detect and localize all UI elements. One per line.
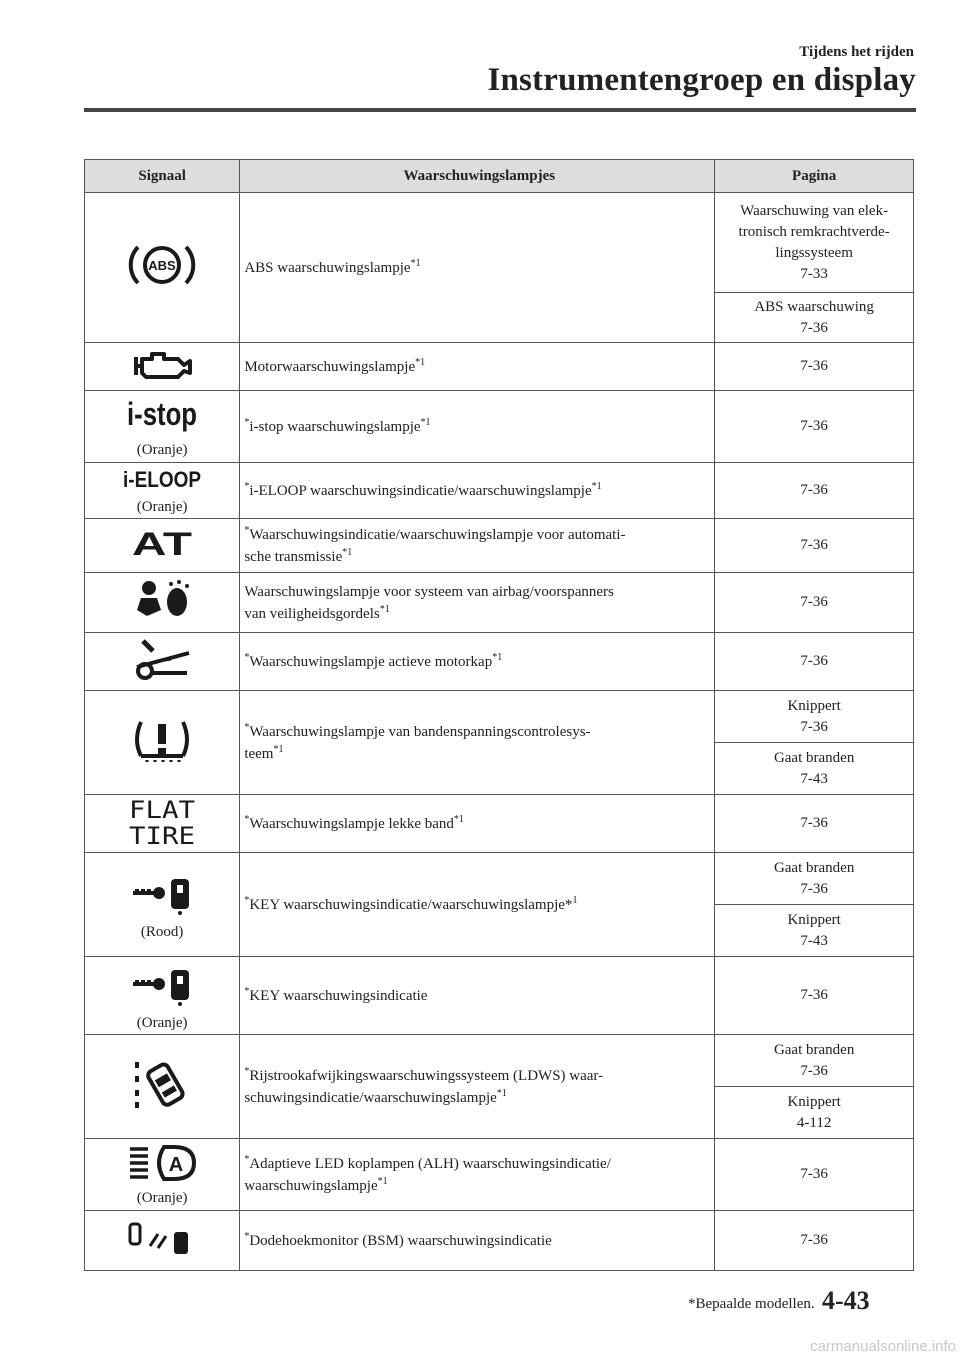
table-row: [85, 1139, 914, 1211]
page-reference-number: 7-36: [800, 987, 828, 1003]
signal-cell: [85, 193, 240, 343]
column-header-signal: Signaal: [85, 160, 240, 193]
key-indicator-icon: [85, 960, 239, 1013]
page-reference-cell: [715, 193, 914, 293]
page-reference-label: Gaat branden: [773, 749, 855, 766]
warning-light-description: [240, 691, 715, 795]
i-stop-icon: [85, 395, 239, 440]
page-reference-cell: [715, 905, 914, 957]
table-row: [85, 463, 914, 519]
page-reference-number: 7-36: [800, 358, 828, 374]
page-reference-cell: [715, 343, 914, 391]
table-row: [85, 633, 914, 691]
warning-light-description: [240, 633, 715, 691]
page-reference-number: 7-36: [800, 653, 828, 669]
model-asterisk: *: [244, 480, 250, 492]
footnote: *Bepaalde modellen.: [688, 1296, 815, 1312]
page-reference-label: Gaat branden: [773, 1041, 855, 1058]
warning-light-description: [240, 853, 715, 957]
description-text: i-stop waarschuwingslampje: [249, 418, 421, 435]
footnote-ref: *1: [496, 1087, 507, 1099]
abs-warning-icon: [85, 239, 239, 296]
active-bonnet-icon: [85, 637, 239, 686]
footnote-ref: *1: [273, 743, 284, 755]
page-reference-cell: [715, 691, 914, 743]
bsm-icon: [85, 1220, 239, 1261]
footnote-ref: *1: [379, 603, 390, 615]
footnote-ref: *1: [342, 546, 353, 558]
ldws-icon: [85, 1056, 239, 1117]
page-reference-number: 7-36: [800, 1062, 828, 1079]
column-header-page: Pagina: [715, 160, 914, 193]
description-text: Motorwaarschuwingslampje: [244, 358, 416, 375]
table-row: [85, 391, 914, 463]
table-row: [85, 691, 914, 743]
engine-warning-icon: [85, 347, 239, 386]
page-reference-label: Waarschuwing van elek- tronisch remkrachtverde- lingssysteem: [738, 202, 890, 261]
svg-text:i-stop: i-stop: [127, 395, 198, 432]
warning-light-description: [240, 795, 715, 853]
description-text: Waarschuwingslampje actieve motorkap: [249, 653, 493, 670]
page-reference-cell: [715, 519, 914, 573]
signal-cell: [85, 573, 240, 633]
footnote-ref: *1: [492, 651, 503, 663]
signal-cell: [85, 957, 240, 1035]
page-reference-number: 7-36: [800, 718, 828, 735]
description-text: ABS waarschuwingslampje: [244, 259, 411, 276]
footnote-ref: *1: [453, 813, 464, 825]
page-reference-cell: [715, 391, 914, 463]
page-reference-number: 7-36: [800, 880, 828, 897]
model-asterisk: *: [244, 985, 250, 997]
footnote-ref: *1: [377, 1175, 388, 1187]
signal-cell: [85, 1139, 240, 1211]
warning-light-description: [240, 519, 715, 573]
signal-cell: [85, 691, 240, 795]
footnote-ref: 1: [572, 894, 578, 906]
description-text: Adaptieve LED koplampen (ALH) waarschuwingsindicatie/ waarschuwingslampje: [244, 1155, 611, 1194]
page-reference-cell: [715, 1035, 914, 1087]
model-asterisk: *: [244, 1230, 250, 1242]
model-asterisk: *: [244, 813, 250, 825]
page-number: 4-43: [822, 1286, 870, 1315]
model-asterisk: *: [244, 1153, 250, 1165]
svg-text:TIRE: TIRE: [129, 822, 196, 850]
model-asterisk: *: [244, 416, 250, 428]
table-row: [85, 573, 914, 633]
page-reference-cell: [715, 1087, 914, 1139]
page-reference-label: Gaat branden: [773, 859, 855, 876]
table-row: [85, 1211, 914, 1271]
page-title: Instrumentengroep en display: [487, 62, 916, 98]
table-row: [85, 853, 914, 905]
svg-text:ABS: ABS: [148, 258, 176, 273]
tpms-icon: [85, 716, 239, 769]
page-reference-cell: [715, 1211, 914, 1271]
section-subtitle: Tijdens het rijden: [799, 44, 914, 60]
table-row: [85, 1035, 914, 1087]
description-text: KEY waarschuwingsindicatie/waarschuwingslampje*: [249, 896, 573, 913]
description-text: Dodehoekmonitor (BSM) waarschuwingsindicatie: [249, 1232, 552, 1249]
page-reference-number: 7-36: [800, 594, 828, 610]
signal-cell: [85, 391, 240, 463]
page-reference-number: 7-36: [800, 482, 828, 498]
airbag-icon: [85, 578, 239, 627]
page-reference-label: ABS waarschuwing: [754, 298, 874, 315]
page-reference-number: 7-36: [800, 537, 828, 553]
footnote-ref: *1: [415, 356, 426, 368]
warning-lights-table: [84, 159, 914, 1271]
description-text: Waarschuwingsindicatie/waarschuwingslampje voor automati- sche transmissie: [244, 526, 626, 565]
description-text: Rijstrookafwijkingswaarschuwingssysteem (LDWS) waar- schuwingsindicatie/waarschuwingslampje: [244, 1067, 604, 1106]
page-reference-cell: [715, 1139, 914, 1211]
model-asterisk: *: [244, 651, 250, 663]
page-reference-cell: [715, 743, 914, 795]
page-reference-cell: [715, 853, 914, 905]
model-asterisk: *: [244, 721, 250, 733]
page-reference-label: Knippert: [787, 697, 841, 714]
warning-light-description: [240, 463, 715, 519]
description-text: Waarschuwingslampje voor systeem van airbag/voorspanners van veiligheidsgordels: [244, 583, 614, 622]
flat-tire-icon: [85, 796, 239, 851]
signal-color-note: (Oranje): [136, 1189, 188, 1206]
warning-light-description: [240, 1211, 715, 1271]
table-row: [85, 343, 914, 391]
page-reference-cell: [715, 463, 914, 519]
signal-cell: [85, 633, 240, 691]
signal-cell: [85, 1211, 240, 1271]
i-eloop-icon: [85, 466, 239, 497]
signal-color-note: (Oranje): [136, 441, 188, 458]
model-asterisk: *: [244, 1065, 250, 1077]
header-rule: [84, 108, 916, 112]
signal-cell: [85, 1035, 240, 1139]
model-asterisk: *: [244, 894, 250, 906]
signal-color-note: (Oranje): [136, 498, 188, 515]
page-reference-number: 7-33: [800, 265, 828, 282]
footnote-ref: *1: [420, 416, 431, 428]
table-row: [85, 193, 914, 293]
page-reference-number: 7-36: [800, 815, 828, 831]
warning-light-description: [240, 343, 715, 391]
watermark: carmanualsonline.info: [810, 1338, 956, 1355]
page-reference-cell: [715, 633, 914, 691]
page-reference-label: Knippert: [787, 1093, 841, 1110]
page-reference-number: 7-36: [800, 1166, 828, 1182]
svg-text:i-ELOOP: i-ELOOP: [123, 466, 202, 492]
at-icon: [85, 528, 239, 563]
page-reference-number: 7-36: [800, 418, 828, 434]
key-warning-icon: [85, 869, 239, 922]
page-reference-number: 4-112: [796, 1114, 832, 1131]
signal-cell: [85, 795, 240, 853]
warning-light-description: [240, 391, 715, 463]
footnote-ref: *1: [591, 480, 602, 492]
warning-light-description: [240, 957, 715, 1035]
table-row: [85, 957, 914, 1035]
svg-text:AT: AT: [132, 526, 193, 562]
page-reference-number: 7-36: [800, 1232, 828, 1248]
warning-light-description: [240, 1139, 715, 1211]
description-text: Waarschuwingslampje van bandenspanningscontrolesys- teem: [244, 723, 591, 762]
signal-cell: [85, 853, 240, 957]
page-reference-number: 7-43: [800, 770, 828, 787]
description-text: KEY waarschuwingsindicatie: [249, 987, 428, 1004]
page-reference-cell: [715, 795, 914, 853]
page-reference-number: 7-43: [800, 932, 828, 949]
signal-cell: [85, 463, 240, 519]
table-row: [85, 519, 914, 573]
model-asterisk: *: [244, 524, 250, 536]
description-text: Waarschuwingslampje lekke band: [249, 815, 454, 832]
description-text: i-ELOOP waarschuwingsindicatie/waarschuwingslampje: [249, 482, 592, 499]
signal-color-note: (Rood): [140, 923, 184, 940]
signal-cell: [85, 343, 240, 391]
page-reference-cell: [715, 573, 914, 633]
table-header-row: [85, 160, 914, 193]
footnote-ref: *1: [410, 257, 421, 269]
page-reference-cell: [715, 293, 914, 343]
svg-text:FLAT: FLAT: [129, 796, 196, 824]
page-reference-cell: [715, 957, 914, 1035]
signal-color-note: (Oranje): [136, 1014, 188, 1031]
svg-text:A: A: [168, 1153, 184, 1176]
warning-light-description: [240, 1035, 715, 1139]
page-reference-number: 7-36: [800, 319, 828, 336]
warning-light-description: [240, 193, 715, 343]
column-header-warning-lights: Waarschuwingslampjes: [240, 160, 715, 193]
page-reference-label: Knippert: [787, 911, 841, 928]
table-row: [85, 795, 914, 853]
warning-light-description: [240, 573, 715, 633]
alh-icon: [85, 1143, 239, 1188]
signal-cell: [85, 519, 240, 573]
